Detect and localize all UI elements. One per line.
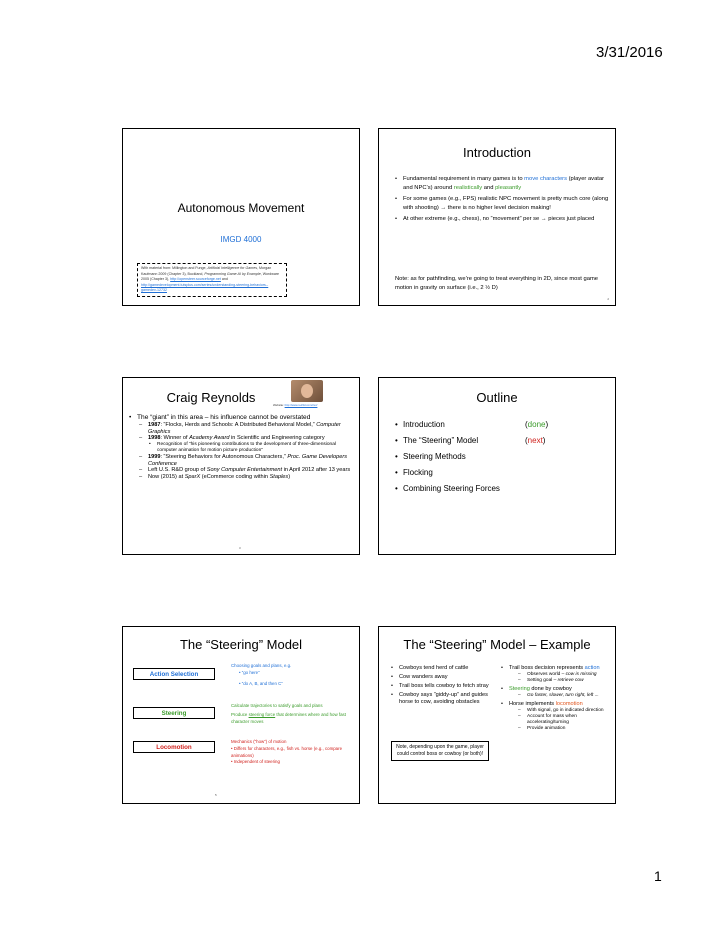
slide-introduction <box>378 128 616 306</box>
website-caption: Website: http://www.red3d.com/cwr/ <box>273 403 318 407</box>
list-item: • Trail boss tells cowboy to fetch stray <box>391 683 499 690</box>
example-left-list <box>391 665 499 708</box>
slide-subtitle: IMGD 4000 <box>220 235 262 244</box>
slide-number: 2 <box>607 297 609 301</box>
ref-text: , Wordware 2005 (Chapter 3), <box>141 271 280 282</box>
locomotion-desc: Mechanics (“how”) of motion • Differs for characters, e.g., fish vs. horse (e.g., compare animations) • Independent of steering <box>231 739 343 765</box>
list-item: • Trail boss decision represents action – Observes world – cow is missing – Setting goal – retrieve cow <box>501 665 611 684</box>
note-box: Note, depending upon the game, player could control boss or cowboy (or both)! <box>391 741 489 761</box>
slide-steering-model <box>122 626 360 804</box>
locomotion-box: Locomotion <box>133 741 215 753</box>
outline-item: • Combining Steering Forces <box>395 484 605 494</box>
list-item: • Fundamental requirement in many games is to move characters (player avatar and NPC’s) around realistically and pleasantly <box>395 175 609 192</box>
list-item: – 1987: “Flocks, Herds and Schools: A Distributed Behavioral Model,” Computer Graphics <box>139 422 355 436</box>
outline-item: • The “Steering” Model (next) <box>395 436 605 446</box>
action-selection-desc: Choosing goals and plans, e.g. • “go here” • “do A, B, and then C” <box>231 663 292 686</box>
bullet-list <box>395 175 609 227</box>
list-item: – Now (2015) at SparX (eCommerce coding within Staples) <box>139 474 355 481</box>
action-selection-box: Action Selection <box>133 668 215 680</box>
slide-title: The “Steering” Model – Example <box>403 637 591 652</box>
list-item: – Left U.S. R&D group of Sony Computer Entertainment in April 2012 after 13 years <box>139 467 355 474</box>
list-item: – 1999: “Steering Behaviors for Autonomous Characters,” Proc. Game Developers Conference <box>139 454 355 468</box>
list-item: • For some games (e.g., FPS) realistic NPC movement is pretty much core (along with shooting) → there is no higher level decision making! <box>395 195 609 212</box>
slide-title: Outline <box>476 390 518 405</box>
slide-craig-reynolds <box>122 377 360 555</box>
list-item: • Cow wanders away <box>391 674 499 681</box>
ref-book-title: Artificial Intelligence for Games <box>207 266 258 270</box>
reference-box <box>137 263 287 297</box>
list-item: • Cowboy says “giddy-up” and guides horse to cow, avoiding obstacles <box>391 692 499 706</box>
list-item: • Steering done by cowboy – Go faster, slower, turn right, left ... <box>501 686 611 699</box>
slide-steering-example <box>378 626 616 804</box>
page-number: 1 <box>654 868 662 884</box>
ref-text: With material from: Millington and Funge, <box>141 266 208 270</box>
status-next: next <box>527 436 543 445</box>
ref-text: and <box>220 277 228 282</box>
slide-title: The “Steering” Model <box>179 637 303 652</box>
status-done: done <box>527 420 546 429</box>
portrait-image <box>291 380 323 402</box>
website-link[interactable]: http://www.red3d.com/cwr/ <box>284 403 318 407</box>
example-right-list <box>501 665 611 734</box>
slide-number: 5 <box>215 793 217 797</box>
list-subitem: – Observes world – cow is missing <box>518 672 611 678</box>
list-item: • The “giant” in this area – his influence cannot be overstated <box>129 414 355 422</box>
ref-link-opensteer[interactable]: http://opensteer.sourceforge.net <box>170 277 221 282</box>
slide-title: Introduction <box>463 145 531 160</box>
slide-title: Autonomous Movement <box>177 201 305 215</box>
list-subitem: – Go faster, slower, turn right, left ... <box>518 693 611 699</box>
outline-item: • Flocking <box>395 468 605 478</box>
bullet-list <box>129 414 355 481</box>
list-item: • At other extreme (e.g., chess), no “movement” per se → pieces just placed <box>395 215 609 224</box>
steering-box: Steering <box>133 707 215 719</box>
list-subitem: – Provide animation <box>518 726 611 732</box>
page-date: 3/31/2016 <box>596 44 663 61</box>
list-subitem: – Account for mass when accelerating/turning <box>518 714 611 726</box>
list-subitem: – With signal, go in indicated direction <box>518 708 611 714</box>
list-item: • Cowboys tend herd of cattle <box>391 665 499 672</box>
slide-note: Note: as for pathfinding, we’re going to treat everything in 2D, since most game motion in gravity on surface (i.e., 2 ½ D) <box>395 276 598 291</box>
slide-autonomous-movement <box>122 128 360 306</box>
outline-item: • Steering Methods <box>395 452 605 462</box>
list-item: – 1998: Winner of Academy Award in Scientific and Engineering category <box>139 435 355 442</box>
ref-link-tutsplus[interactable]: http://gamedevelopment.tutsplus.com/series/understanding-steering-behaviors--gamedev-12732 <box>141 282 269 293</box>
outline-list <box>395 420 605 500</box>
slide-title: Craig Reynolds <box>166 390 256 405</box>
slide-number: 3 <box>239 546 241 550</box>
slide-outline <box>378 377 616 555</box>
steering-desc: Calculate trajectories to satisfy goals and plans Produce steering force that determines where and how fast character moves <box>231 703 346 724</box>
ref-text: , Morgan Kaufmann 2009 (Chapter 3), Buckland, <box>141 266 272 276</box>
list-item: • Horse implements locomotion – With signal, go in indicated direction – Account for mass when accelerating/turning – Provide animation <box>501 701 611 732</box>
ref-book-title: Programming Game AI by Example <box>204 271 261 276</box>
outline-item: • Introduction (done) <box>395 420 605 430</box>
list-subitem: – Setting goal – retrieve cow <box>518 678 611 684</box>
list-item: • Recognition of “his pioneering contributions to the development of three-dimensional computer animation for motion picture production” <box>149 442 355 454</box>
